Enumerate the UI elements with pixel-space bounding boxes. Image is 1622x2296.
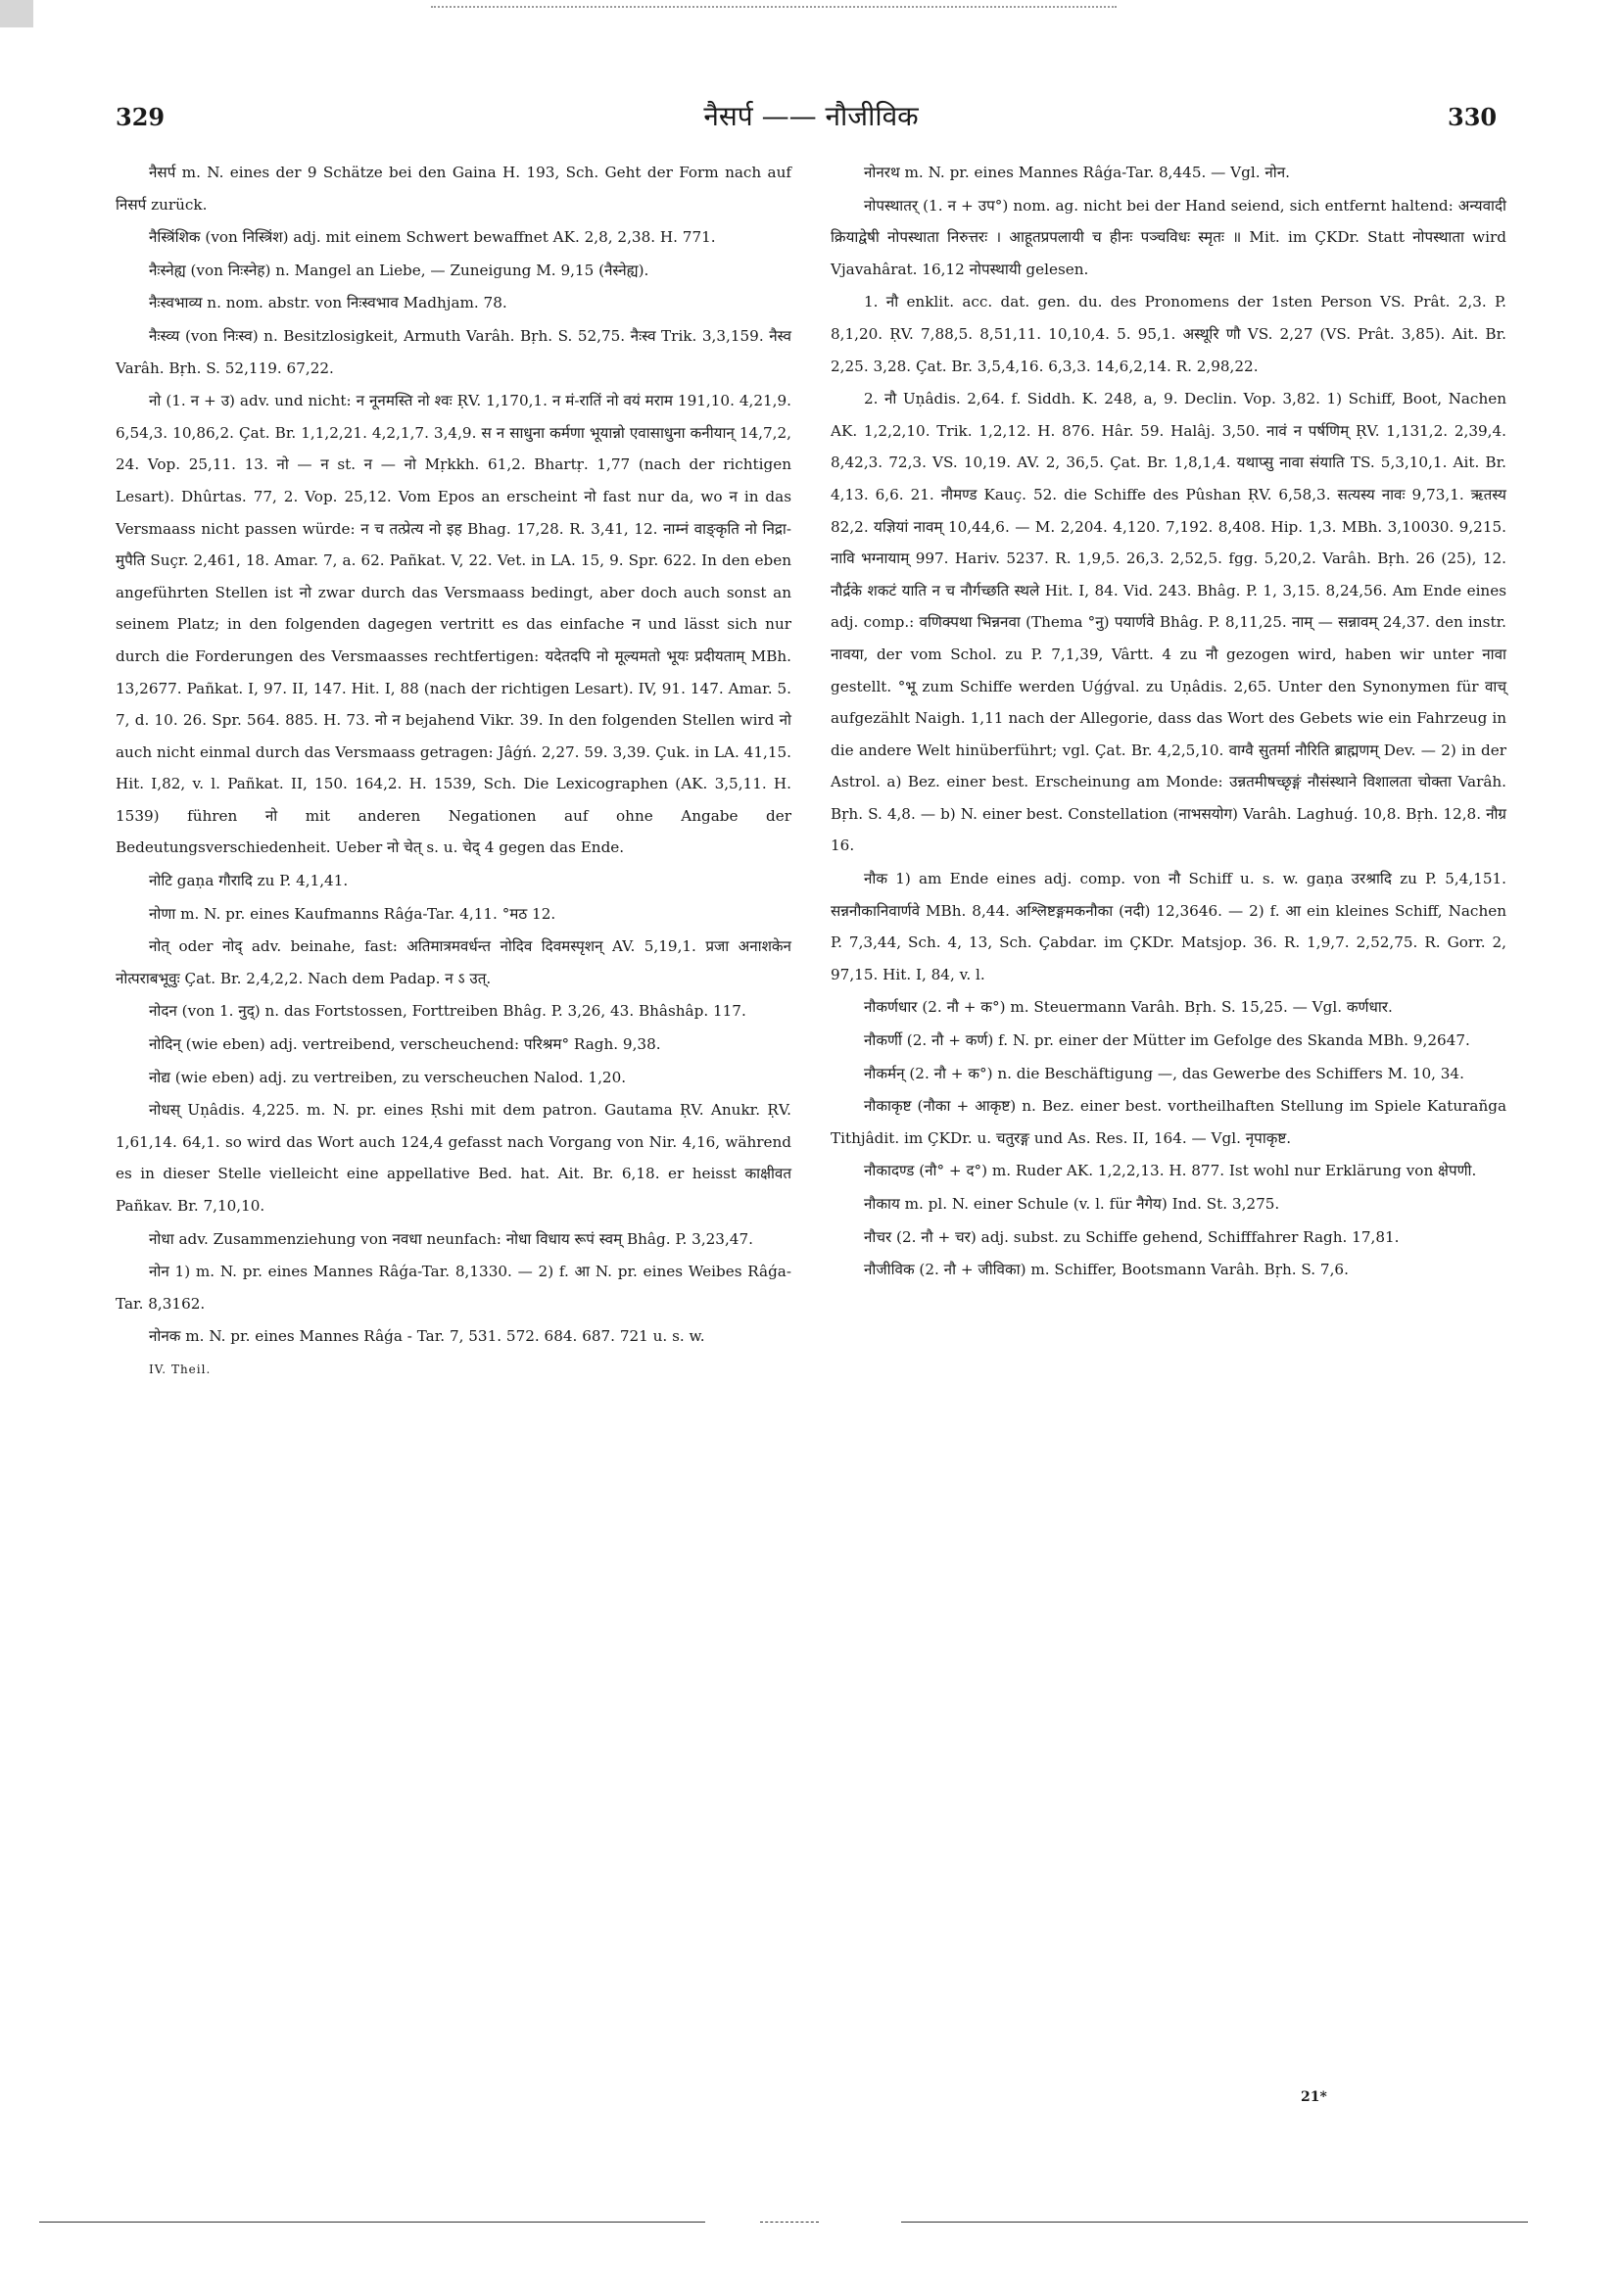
dictionary-entry: नौकर्णी (2. नौ + कर्ण) f. N. pr. einer der Mütter im Gefolge des Skanda MBh. 9,2647. [864, 1031, 1470, 1050]
dictionary-entry: नैःस्नेह्य (von निःस्नेह) n. Mangel an Liebe, — Zuneigung M. 9,15 (नैस्नेह्य). [149, 261, 649, 279]
dictionary-entry: नौकाकृष्ट (नौका + आकृष्ट) n. Bez. einer best. vortheilhaften Stellung im Spiele Katurañga Tithjâdit. im ÇKDr. u. चतुरङ्ग und As. Res. II, 164. — Vgl. नृपाकृष्ट. [831, 1097, 1506, 1147]
dictionary-entry: नोदन (von 1. नुद्) n. das Fortstossen, Forttreiben Bhâg. P. 3,26, 43. Bhâshâp. 117. [149, 1002, 746, 1021]
page-header [0, 100, 1622, 142]
dictionary-entry: 1. नौ enklit. acc. dat. gen. du. des Pronomens der 1sten Person VS. Prât. 2,3. P. 8,1,20. ṚV. 7,88,5. 8,51,11. 10,10,4. 5. 95,1. अस्थूरि णौ VS. 2,27 (VS. Prât. 3,85). Ait. Br. 2,25. 3,28. Çat. Br. 3,5,4,16. 6,3,3. 14,6,2,14. R. 2,98,22. [831, 293, 1506, 375]
dictionary-entry: नोनरथ m. N. pr. eines Mannes Râǵa-Tar. 8,445. — Vgl. नोन. [864, 164, 1290, 181]
scan-artifact-line [431, 6, 1117, 8]
page-number-left: 329 [116, 103, 166, 131]
dictionary-entry: नो (1. न + उ) adv. und nicht: न नूनमस्ति नो श्वः ṚV. 1,170,1. न मं-रातिं नो वयं मराम 191,10. 4,21,9. 6,54,3. 10,86,2. Çat. Br. 1,1,2,21. 4,2,1,7. 3,4,9. स न साधुना कर्मणा भूयान्नो एवासाधुना कनीयान् 14,7,2, 24. Vop. 25,11. 13. नो — न st. न — नो Mṛkkh. 61,2. Bhartṛ. 1,77 (nach der richtigen Lesart). Dhûrtas. 77, 2. Vop. 25,12. Vom Epos an erscheint नो fast nur da, wo न in das Versmaass nicht passen würde: न च तत्प्रेत्य नो इह Bhag. 17,28. R. 3,41, 12. नाम्नं वाङ्कृति नो निद्रा-मुपैति Suçr. 2,461, 18. Amar. 7, a. 62. Pañkat. V, 22. Vet. in LA. 15, 9. Spr. 622. In den eben angeführten Stellen ist नो zwar durch das Versmaass bedingt, aber doch auch sonst an seinem Platz; in den folgenden dagegen vertritt es das einfache न und lässt sich nur durch die Forderungen des Versmaasses rechtfertigen: यदेतदपि नो मूल्यमतो भूयः प्रदीयताम् MBh. 13,2677. Pañkat. I, 97. II, 147. Hit. I, 88 (nach der richtigen Lesart). IV, 91. 147. Amar. 5. 7, d. 10. 26. Spr. 564. 885. H. 73. नो न bejahend Vikr. 39. In den folgenden Stellen wird नो auch nicht einmal durch das Versmaass getragen: Jâǵń. 2,27. 59. 3,39. Çuk. in LA. 41,15. Hit. I,82, v. l. Pañkat. II, 150. 164,2. H. 1539, Sch. Die Lexicographen (AK. 3,5,11. H. 1539) führen नो mit anderen Negationen auf ohne Angabe der Bedeutungsverschiedenheit. Ueber नो चेत् s. u. चेद् 4 gegen das Ende. [116, 392, 791, 857]
dictionary-entry: नोणा m. N. pr. eines Kaufmanns Râǵa-Tar. 4,11. °मठ 12. [149, 904, 556, 923]
signature-mark: 21* [1301, 2089, 1327, 2105]
dictionary-entry: नोन 1) m. N. pr. eines Mannes Râǵa-Tar. 8,1330. — 2) f. आ N. pr. eines Weibes Râǵa-Tar. 8,3162. [116, 1263, 791, 1313]
dictionary-entry: 2. नौ Uṇâdis. 2,64. f. Siddh. K. 248, a, 9. Declin. Vop. 3,82. 1) Schiff, Boot, Nachen AK. 1,2,2,10. Trik. 1,2,12. H. 876. Hâr. 59. Halâj. 3,50. नावं न पर्षणिम् ṚV. 1,131,2. 2,39,4. 8,42,3. 72,3. VS. 10,19. AV. 2, 36,5. Çat. Br. 1,8,1,4. यथाप्सु नावा संयाति TS. 5,3,10,1. Ait. Br. 4,13. 6,6. 21. नौमण्ड Kauç. 52. die Schiffe des Pûshan ṚV. 6,58,3. सत्यस्य नावः 9,73,1. ऋतस्य 82,2. यज्ञियां नावम् 10,44,6. — M. 2,204. 4,120. 7,192. 8,408. Hip. 1,3. MBh. 3,10030. 9,215. नावि भग्नायाम् 997. Hariv. 5237. R. 1,9,5. 26,3. 2,52,5. fgg. 5,20,2. Varâh. Bṛh. 26 (25), 12. नौर्द्रके शकटं याति न च नौर्गच्छति स्थले Hit. I, 84. Vid. 243. Bhâg. P. 1, 3,15. 8,24,56. Am Ende eines adj. comp.: वणिक्पथा भिन्ननवा (Thema °नु) पयार्णवे Bhâg. P. 8,11,25. नाम् — सन्नावम् 24,37. den instr. नावया, der vom Schol. zu P. 7,1,39, Vârtt. 4 zu नौ gezogen wird, haben wir unter नावा gestellt. °भू zum Schiffe werden Uǵǵval. zu Uṇâdis. 2,65. Unter den Synonymen für वाच् aufgezählt Naigh. 1,11 nach der Allegorie, dass das Wort des Gebets wie ein Fahrzeug in die andere Welt hinüberführt; vgl. Çat. Br. 4,2,5,10. वाग्वै सुतर्मा नौरिति ब्राह्मणम् Dev. — 2) in der Astrol. a) Bez. einer best. Erscheinung am Monde: उन्नतमीषच्छृङ्गं नौसंस्थाने विशालता चोक्ता Varâh. Bṛh. S. 4,8. — b) N. einer best. Constellation (नाभसयोग) Varâh. Laghuǵ. 10,8. Bṛh. 12,8. नौग्र 16. [831, 390, 1506, 855]
dictionary-entry: नौचर (2. नौ + चर) adj. subst. zu Schiffe gehend, Schifffahrer Ragh. 17,81. [864, 1227, 1400, 1246]
bottom-rule-mid [760, 2222, 819, 2223]
dictionary-entry: नोनक m. N. pr. eines Mannes Râǵa - Tar. 7, 531. 572. 684. 687. 721 u. s. w. [149, 1327, 705, 1346]
dictionary-entry: नोत् oder नोद् adv. beinahe, fast: अतिमात्रमवर्धन्त नोदिव दिवमस्पृशन् AV. 5,19,1. प्रजा अनाशकेन नोत्पराबभूवुः Çat. Br. 2,4,2,2. Nach dem Padap. न ऽ उत्. [116, 937, 791, 987]
right-column [831, 157, 1506, 1287]
bottom-rule [901, 2222, 1528, 2223]
dictionary-entry: नोद्य (wie eben) adj. zu vertreiben, zu verscheuchen Nalod. 1,20. [149, 1068, 627, 1086]
dictionary-entry: नौकर्मन् (2. नौ + क°) n. die Beschäftigung —, das Gewerbe des Schiffers M. 10, 34. [864, 1064, 1464, 1082]
dictionary-entry: नोटि gaṇa गौरादि zu P. 4,1,41. [149, 872, 349, 890]
dictionary-entry: नोपस्थातर् (1. न + उप°) nom. ag. nicht bei der Hand seiend, sich entfernt haltend: अन्यवादी क्रियाद्वेषी नोपस्थाता निरुत्तरः । आहूतप्रपलायी च हीनः पञ्चविधः स्मृतः ॥ Mit. im ÇKDr. Statt नोपस्थाता wird Vjavahârat. 16,12 नोपस्थायी gelesen. [831, 196, 1506, 278]
dictionary-entry: नौजीविक (2. नौ + जीविका) m. Schiffer, Bootsmann Varâh. Bṛh. S. 7,6. [864, 1261, 1349, 1279]
dictionary-entry: नौकाय m. pl. N. einer Schule (v. l. für नैगेय) Ind. St. 3,275. [864, 1195, 1280, 1213]
dictionary-entry: नैस्त्रिंशिक (von निस्त्रिंश) adj. mit einem Schwert bewaffnet AK. 2,8, 2,38. H. 771. [149, 228, 716, 247]
bottom-rule [39, 2222, 705, 2223]
dictionary-entry: नैःस्वभाव्य n. nom. abstr. von निःस्वभाव Madhjam. 78. [149, 294, 507, 312]
running-head: नैसर्प —— नौजीविक [703, 100, 919, 132]
scan-artifact [0, 0, 33, 27]
dictionary-entry: नैःस्व्य (von निःस्व) n. Besitzlosigkeit, Armuth Varâh. Bṛh. S. 52,75. नैःस्व Trik. 3,3,159. नैस्व Varâh. Bṛh. S. 52,119. 67,22. [116, 326, 791, 377]
dictionary-entry: नोधा adv. Zusammenziehung von नवधा neunfach: नोधा विधाय रूपं स्वम् Bhâg. P. 3,23,47. [149, 1229, 753, 1248]
dictionary-entry: नैसर्प m. N. eines der 9 Schätze bei den Gaina H. 193, Sch. Geht der Form nach auf निसर्प zurück. [116, 164, 791, 214]
dictionary-entry: नौक 1) am Ende eines adj. comp. von नौ Schiff u. s. w. gaṇa उरश्रादि zu P. 5,4,151. सन्ननौकानिवार्णवे MBh. 8,44. अश्लिष्टङ्गमकनौका (नदी) 12,3646. — 2) f. आ ein kleines Schiff, Nachen P. 7,3,44, Sch. 4, 13, Sch. Çabdar. im ÇKDr. Matsjop. 36. R. 1,9,7. 2,52,75. R. Gorr. 2, 97,15. Hit. I, 84, v. l. [831, 870, 1506, 983]
left-column [116, 157, 791, 1387]
dictionary-entry: नोधस् Uṇâdis. 4,225. m. N. pr. eines Ṛshi mit dem patron. Gautama ṚV. Anukr. ṚV. 1,61,14. 64,1. so wird das Wort auch 124,4 gefasst nach Vorgang von Nir. 4,16, während es in dieser Stelle vielleicht eine appellative Bed. hat. Ait. Br. 6,18. er heisst काक्षीवत Pañkav. Br. 7,10,10. [116, 1101, 791, 1215]
page-number-right: 330 [1448, 103, 1498, 131]
dictionary-entry: नौकादण्ड (नौ° + द°) m. Ruder AK. 1,2,2,13. H. 877. Ist wohl nur Erklärung von क्षेपणी. [864, 1162, 1477, 1180]
volume-note: IV. Theil. [149, 1362, 212, 1376]
dictionary-entry: नोदिन् (wie eben) adj. vertreibend, verscheuchend: परिश्रम° Ragh. 9,38. [149, 1035, 661, 1054]
dictionary-entry: नौकर्णधार (2. नौ + क°) m. Steuermann Varâh. Bṛh. S. 15,25. — Vgl. कर्णधार. [864, 998, 1393, 1017]
